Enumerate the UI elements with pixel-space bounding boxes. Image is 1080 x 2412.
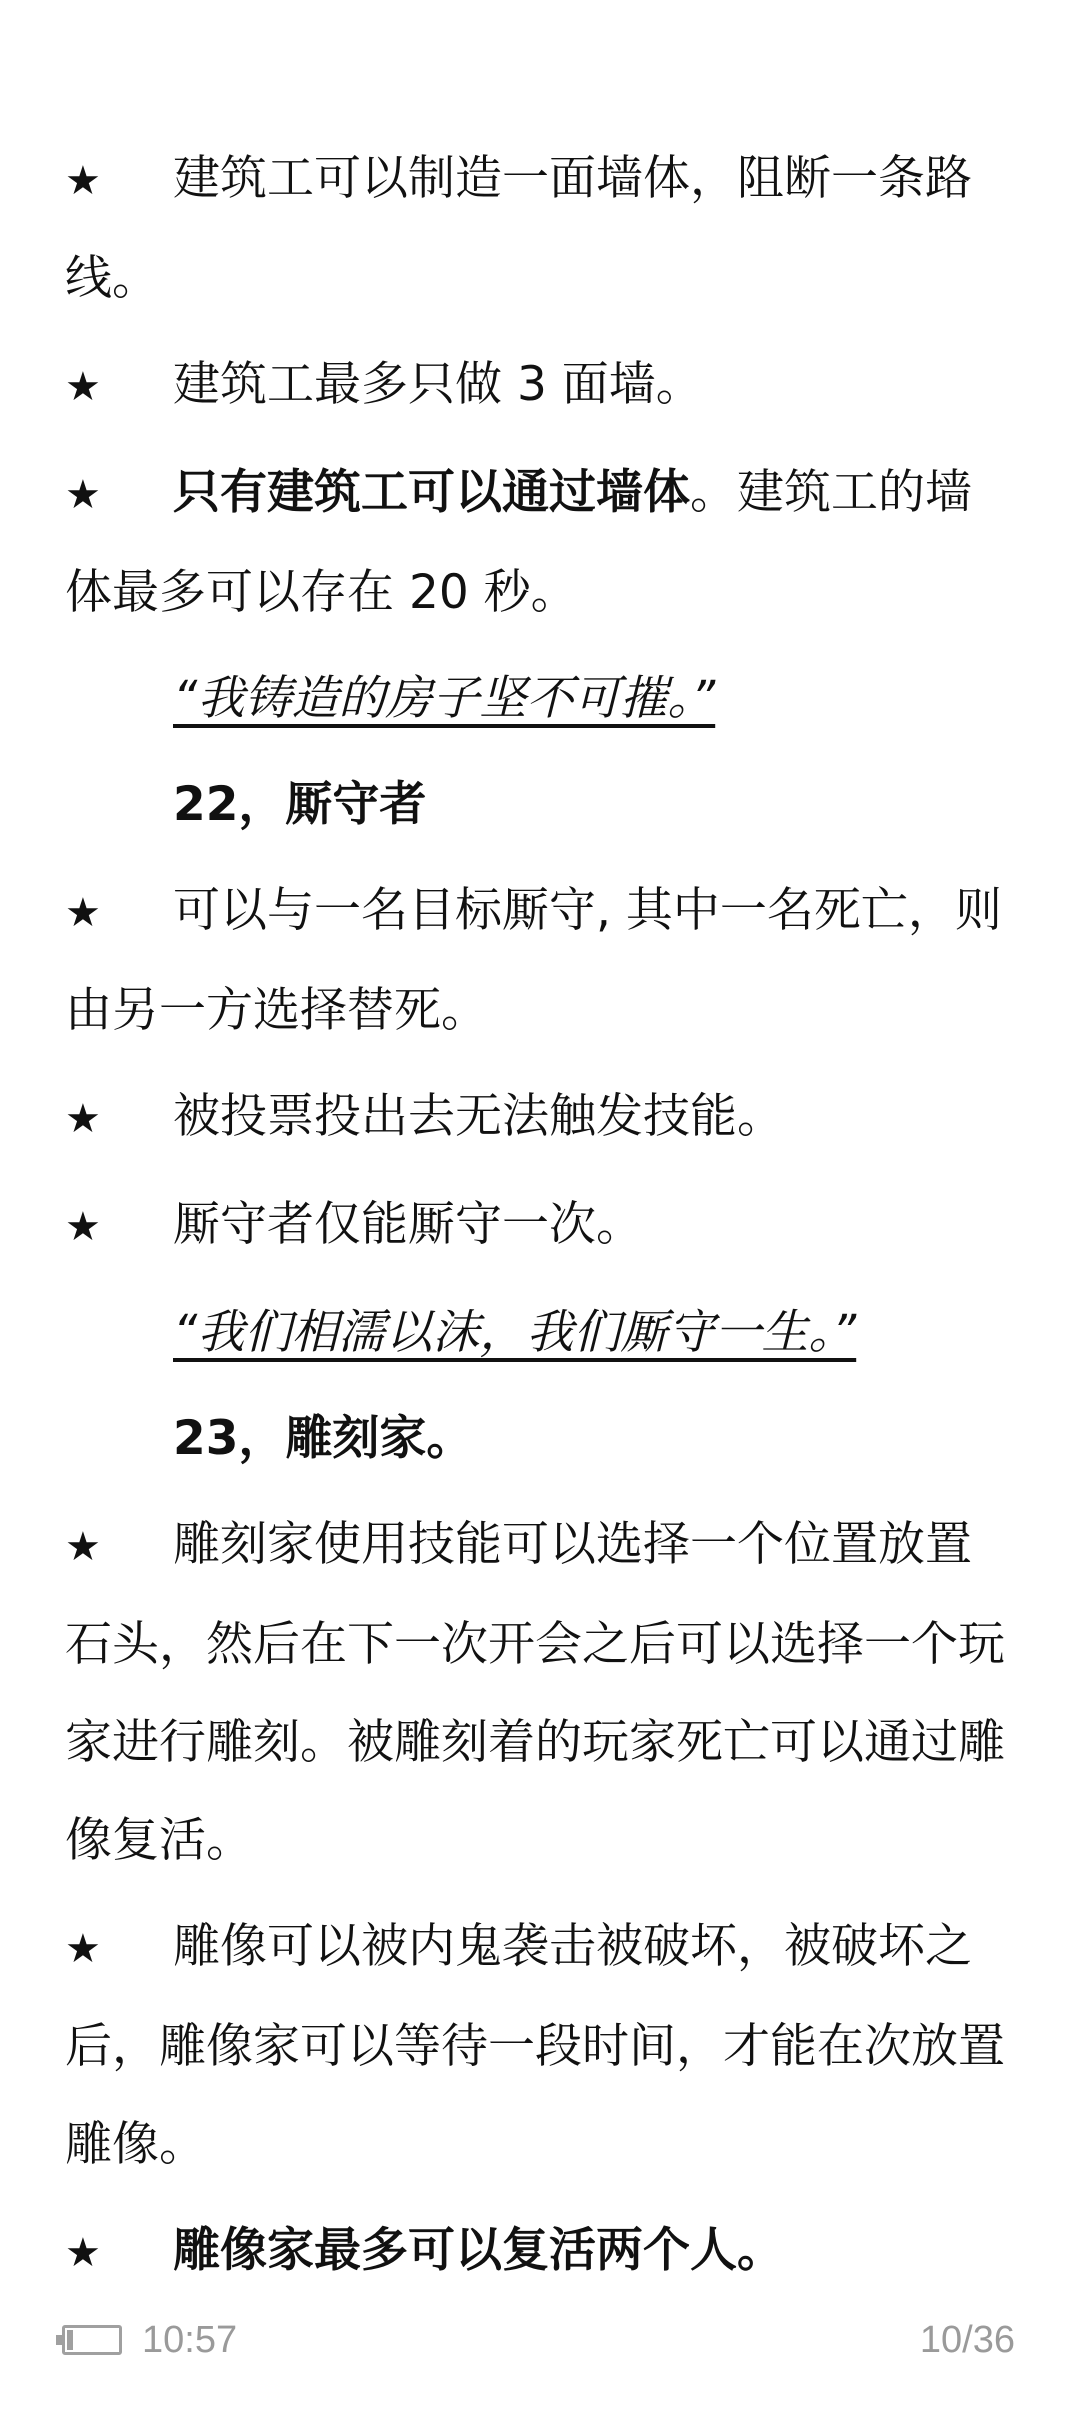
clock-time: 10:57	[142, 2318, 238, 2361]
bullet-paragraph	[65, 1176, 1015, 1276]
bullet-paragraph	[65, 336, 1015, 436]
paragraph-bold-text: 只有建筑工可以通过墙体	[173, 465, 690, 520]
star-bullet-icon: ★	[65, 1204, 101, 1250]
star-bullet-icon: ★	[65, 472, 101, 518]
section-heading: 22，厮守者	[173, 777, 427, 832]
status-left	[62, 2319, 237, 2362]
paragraph-text: 建筑工可以制造一面墙体，阻断一条路线。	[65, 151, 972, 306]
star-bullet-icon: ★	[65, 1524, 101, 1570]
section-heading: 23，雕刻家。	[173, 1411, 474, 1466]
bullet-paragraph	[65, 130, 1015, 328]
paragraph-text: 被投票投出去无法触发技能。	[173, 1089, 784, 1144]
bullet-paragraph	[65, 1898, 1015, 2194]
quote-line: “我们相濡以沫，我们厮守一生。”	[173, 1305, 857, 1360]
reader-status-bar	[62, 2300, 1015, 2380]
document-body	[65, 130, 1015, 2310]
paragraph-text: 。建筑工的墙体最多可以存在 20 秒。	[65, 465, 972, 620]
star-bullet-icon: ★	[65, 890, 101, 936]
paragraph-bold-text: 雕像家最多可以复活两个人。	[173, 2223, 784, 2278]
bullet-paragraph	[65, 444, 1015, 642]
star-bullet-icon: ★	[65, 2230, 101, 2276]
bullet-paragraph	[65, 2202, 1015, 2302]
paragraph-text: 厮守者仅能厮守一次。	[173, 1197, 643, 1252]
star-bullet-icon: ★	[65, 1926, 101, 1972]
quote-line: “我铸造的房子坚不可摧。”	[173, 671, 716, 726]
bullet-paragraph	[65, 862, 1015, 1060]
star-bullet-icon: ★	[65, 1096, 101, 1142]
star-bullet-icon: ★	[65, 158, 101, 204]
paragraph-text: 雕刻家使用技能可以选择一个位置放置石头，然后在下一次开会之后可以选择一个玩家进行雕刻。被雕刻着的玩家死亡可以通过雕像复活。	[65, 1517, 1005, 1868]
paragraph-text: 雕像可以被内鬼袭击被破坏，被破坏之后，雕像家可以等待一段时间，才能在次放置雕像。	[65, 1919, 1005, 2172]
paragraph-text: 可以与一名目标厮守, 其中一名死亡，则由另一方选择替死。	[65, 883, 1002, 1038]
page-indicator: 10/36	[919, 2318, 1015, 2361]
star-bullet-icon: ★	[65, 364, 101, 410]
bullet-paragraph	[65, 1496, 1015, 1890]
bullet-paragraph	[65, 1068, 1015, 1168]
battery-low-icon	[62, 2325, 122, 2355]
paragraph-text: 建筑工最多只做 3 面墙。	[173, 357, 703, 412]
